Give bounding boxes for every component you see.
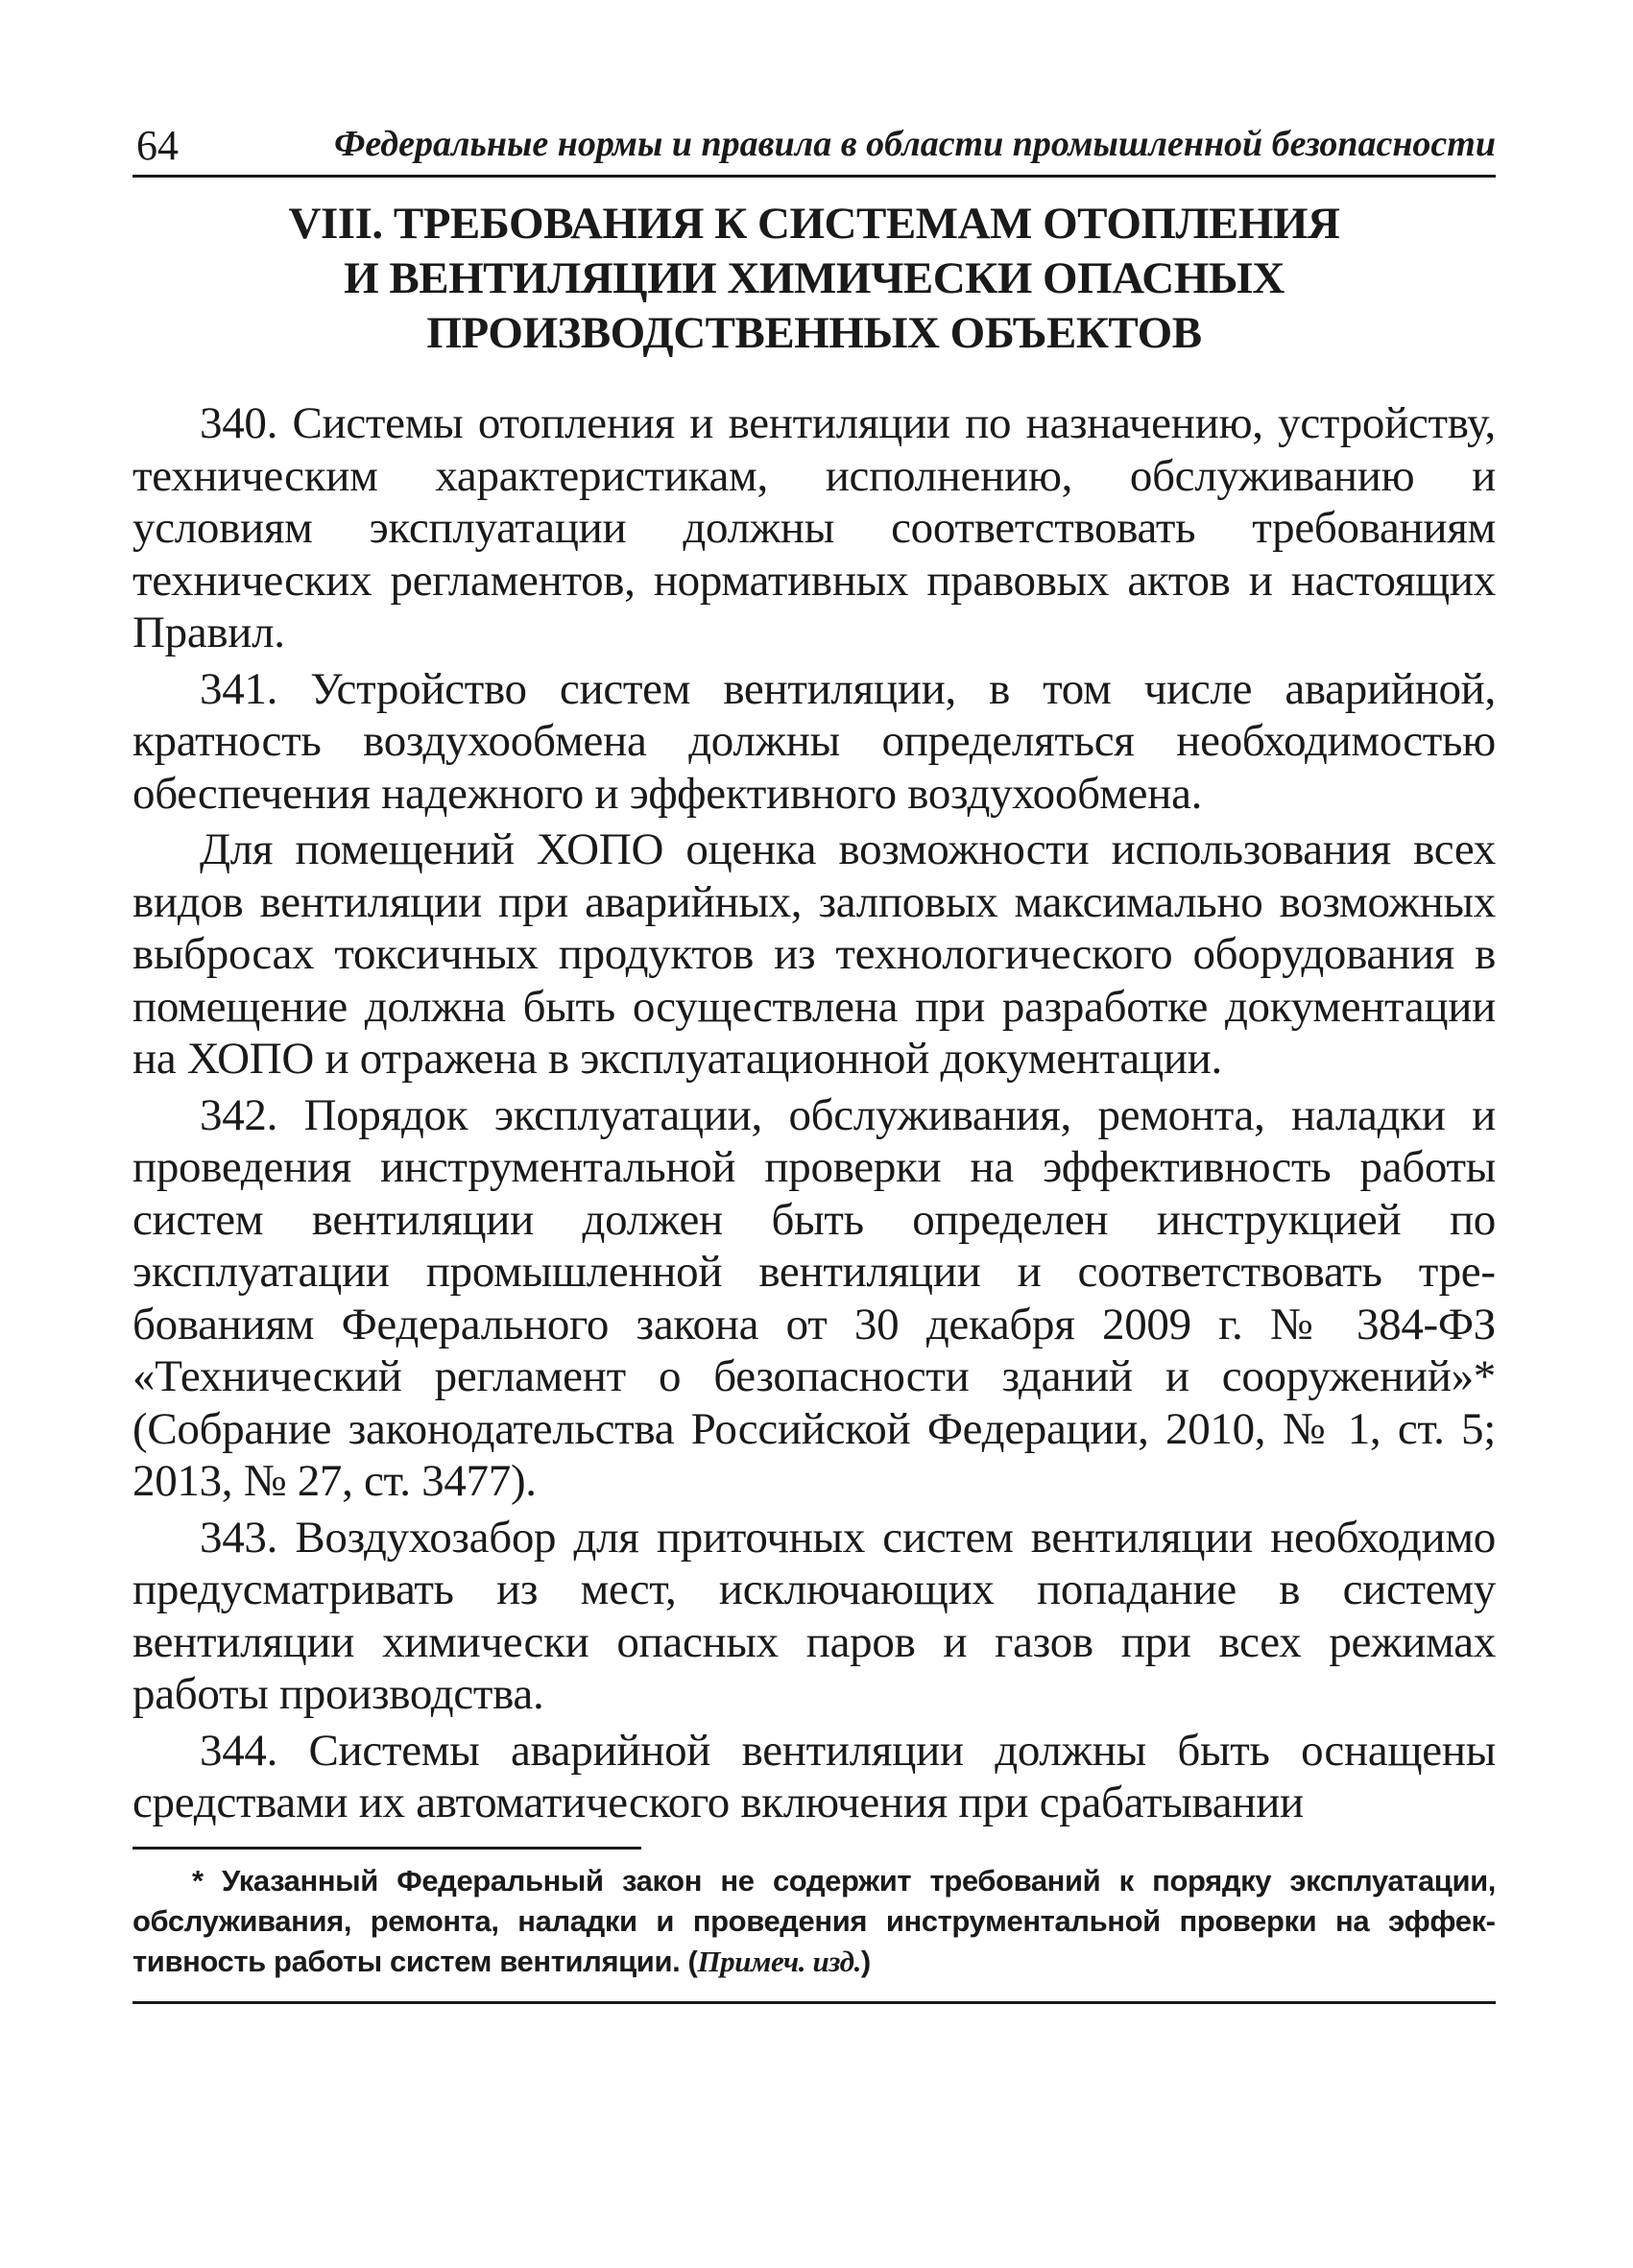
footnote-text: * Указанный Федеральный закон не содержит требований к порядку эксплуатации, обслуживания, ремонта, наладки и проведения инструментальной проверки на эффективность работы систем вентиляции. ( — [132, 1863, 1496, 1978]
footnote-closing: ) — [860, 1944, 871, 1978]
body-text — [132, 397, 1496, 1829]
paragraph-341-cont: Для помещений ХОПО оценка возможности использования всех видов вентиляции при аварийных, залповых максимально возможных выбросах токсичных продуктов из технологического оборудования в помещение должна быть осуществлена при разработке документации на ХОПО и отражена в эксплуатационной документации. — [132, 824, 1496, 1084]
paragraph-341: 341. Устройство систем вентиляции, в том числе аварийной, кратность воздухообмена должны определяться необходимостью обеспечения надежного и эффективного воздухообмена. — [132, 663, 1496, 819]
page-number: 64 — [136, 122, 179, 169]
paragraph-344: 344. Системы аварийной вентиляции должны быть оснащены средствами их автоматического включения при срабатывании — [132, 1725, 1496, 1827]
section-title-line: VIII. ТРЕБОВАНИЯ К СИСТЕМАМ ОТОПЛЕНИЯ — [288, 199, 1340, 249]
running-title: Федеральные нормы и правила в области промышленной безопасности — [334, 124, 1496, 164]
section-title — [132, 197, 1496, 361]
section-title-line: ПРОИЗВОДСТВЕННЫХ ОБЪЕКТОВ — [426, 308, 1202, 358]
paragraph-342: 342. Порядок эксплуатации, обслуживания, ремонта, наладки и проведения инструментальной проверки на эффективность работы систем вентиляции должен быть определен инструкцией по эксплуатации промышленной вентиляции и соответствовать требованиям Федерального закона от 30 декабря 2009 г. № 384-ФЗ «Технический регламент о безопасности зданий и сооружений»* (Собрание законодательства Российской Федерации, 2010, № 1, ст. 5; 2013, № 27, ст. 3477). — [132, 1089, 1496, 1506]
footnote-editor-note: Примеч. изд. — [697, 1944, 861, 1978]
running-header — [132, 113, 1496, 178]
footnote-separator — [132, 1847, 641, 1850]
bottom-rule — [132, 2001, 1496, 2004]
section-title-line: И ВЕНТИЛЯЦИИ ХИМИЧЕСКИ ОПАСНЫХ — [344, 253, 1285, 303]
footnote — [132, 1861, 1496, 1982]
paragraph-343: 343. Воздухозабор для приточных систем вентиляции необходимо предусматривать из мест, исключающих попадание в систему вентиляции химически опасных паров и газов при всех режимах работы производства. — [132, 1512, 1496, 1719]
paragraph-340: 340. Системы отопления и вентиляции по назначению, устройству, техническим характеристикам, исполнению, обслуживанию и условиям эксплуатации должны соответствовать требованиям технических регламентов, нормативных правовых актов и настоящих Правил. — [132, 398, 1496, 657]
document-page — [132, 113, 1496, 2004]
